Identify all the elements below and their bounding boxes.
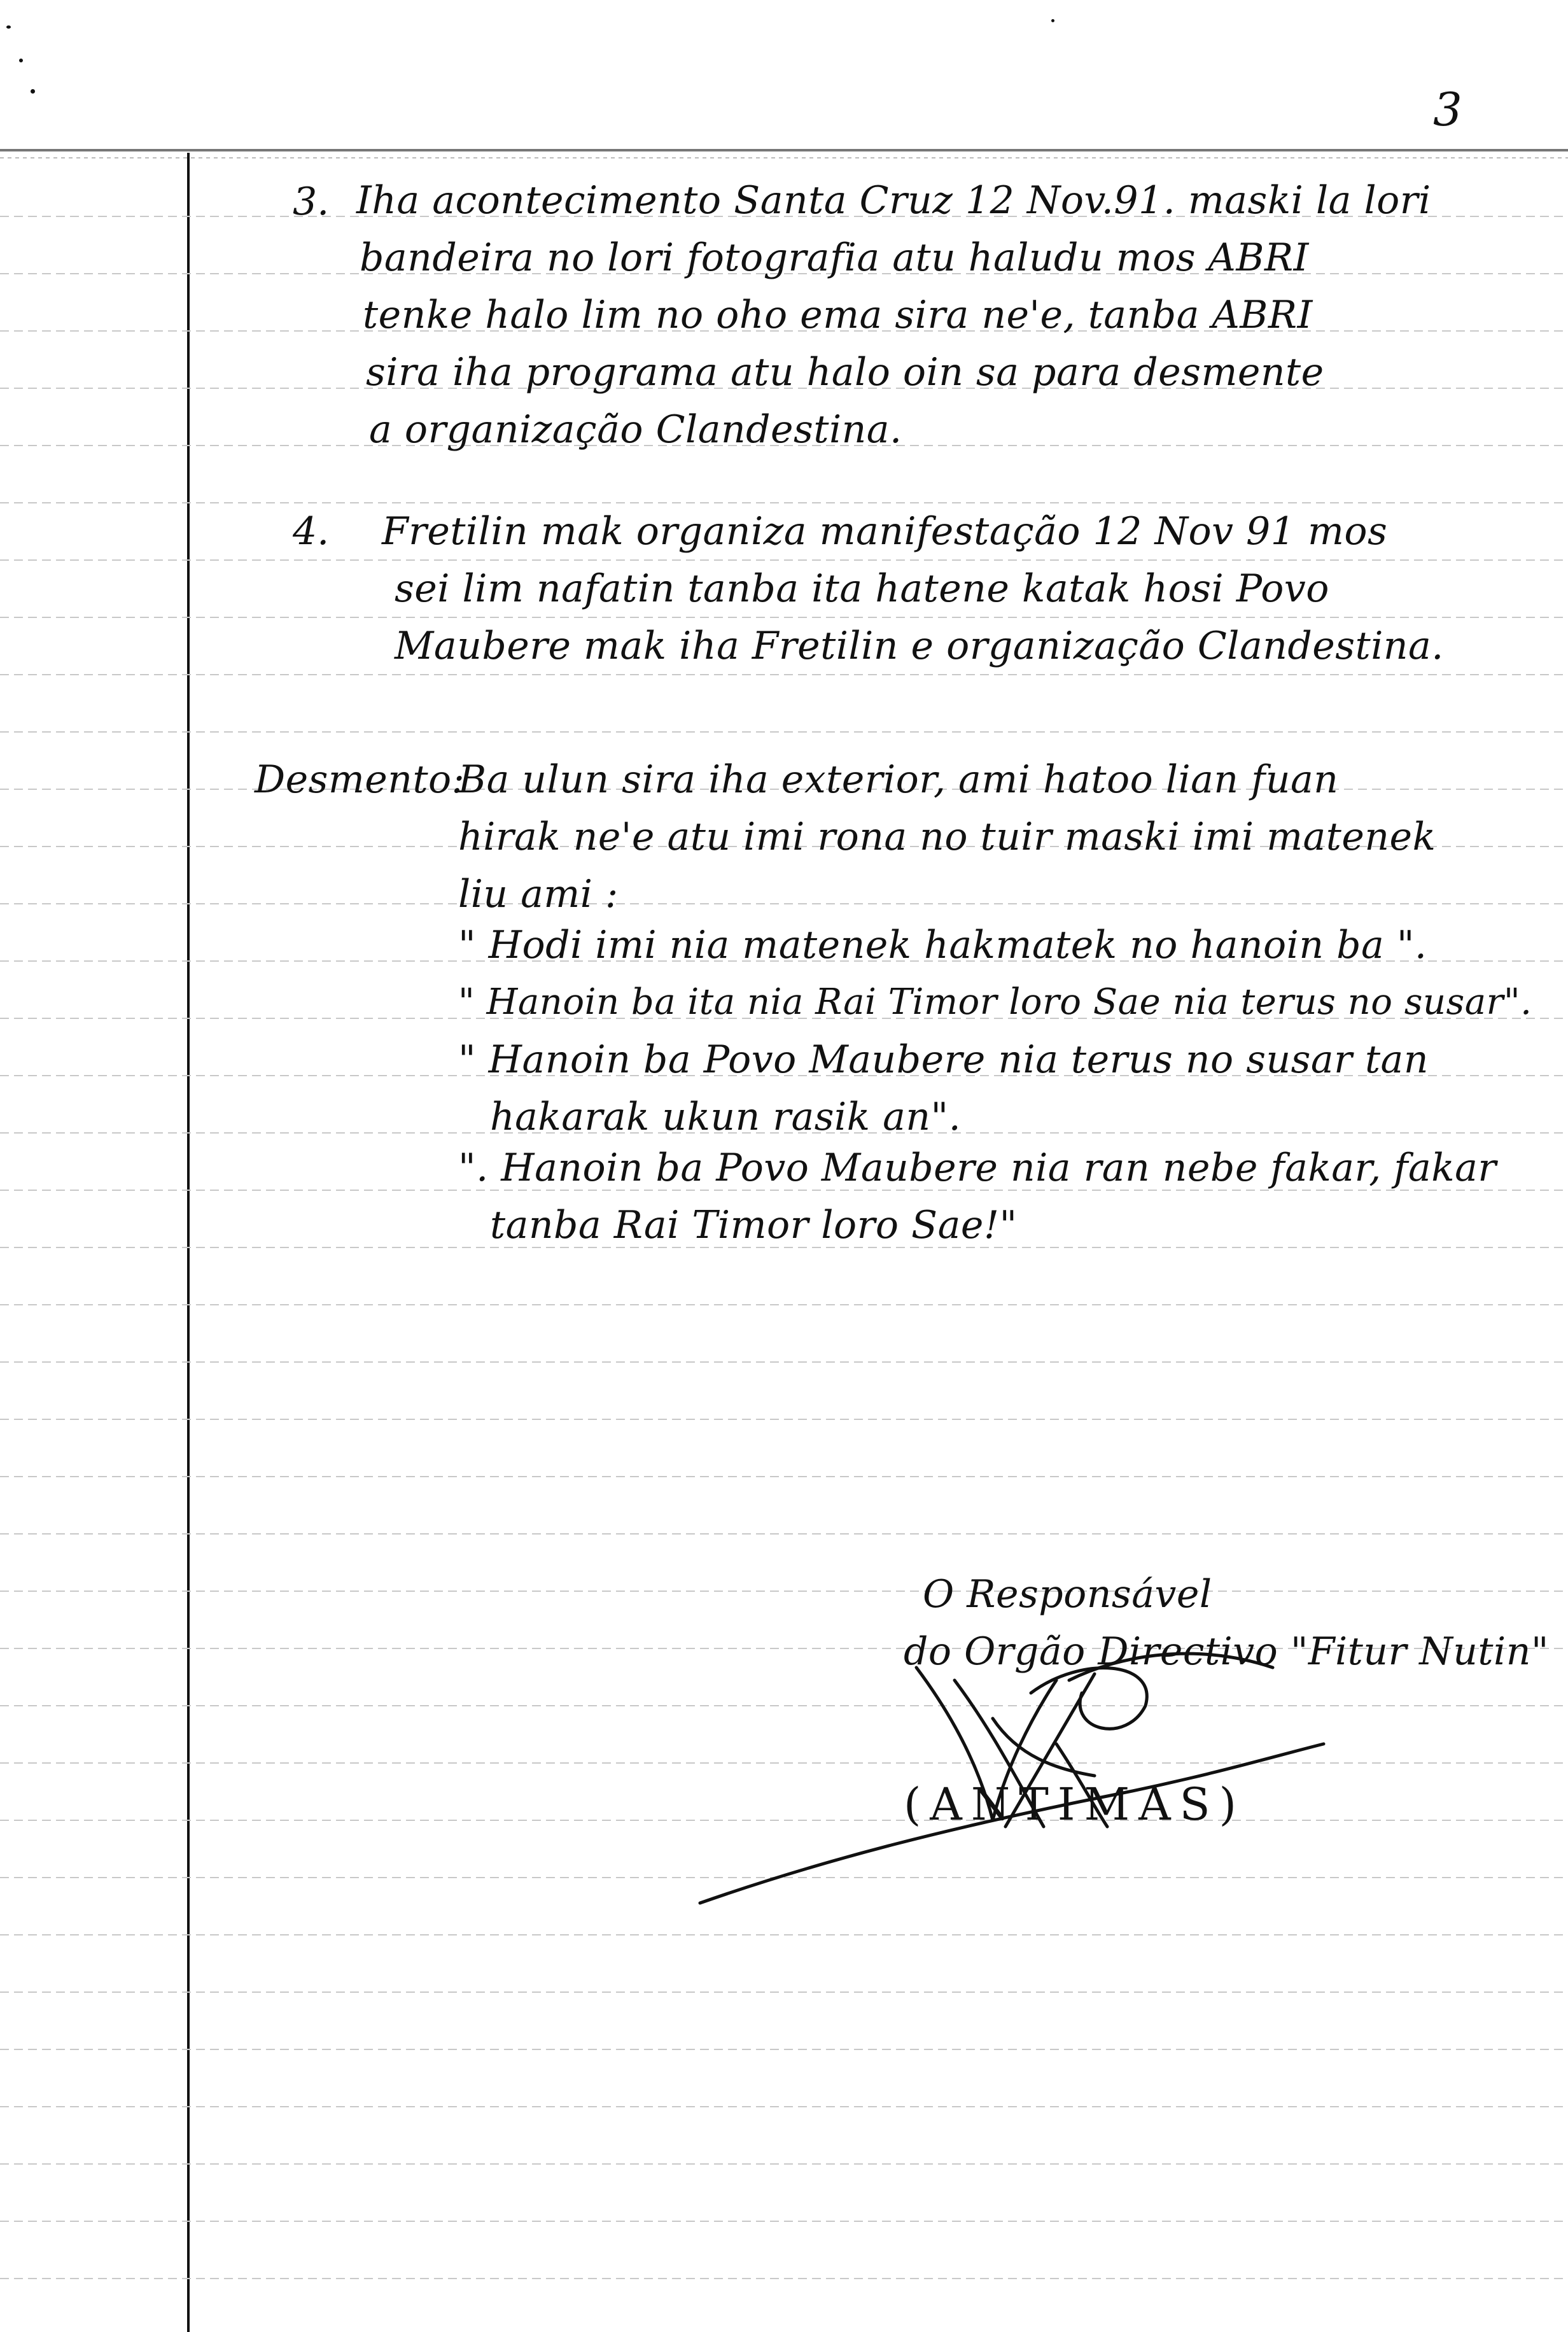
item-line: Maubere mak iha Fretilin e organização Clandestina. [395, 624, 1444, 668]
item-number: 4. [293, 509, 330, 554]
item-line: a organização Clandestina. [369, 407, 902, 452]
paper-speck [31, 89, 35, 94]
paper-speck [6, 25, 11, 29]
quote-line: " Hodi imi nia matenek hakmatek no hanoin ba ". [458, 923, 1427, 967]
quote-line: " Hanoin ba ita nia Rai Timor loro Sae nia terus no susar". [458, 981, 1532, 1023]
item-line: Fretilin mak organiza manifestação 12 Nov 91 mos [382, 509, 1388, 554]
paper-speck [19, 59, 23, 62]
quote-line: tanba Rai Timor loro Sae!" [490, 1203, 1018, 1247]
desmento-line: hirak ne'e atu imi rona no tuir maski imi matenek [458, 815, 1436, 859]
signature-name: (ANTIMAS) [904, 1778, 1245, 1830]
quote-line: " Hanoin ba Povo Maubere nia terus no susar tan [458, 1037, 1429, 1082]
signature-organ: do Orgão Directivo "Fitur Nutin" [904, 1629, 1549, 1674]
paper-speck [1051, 19, 1054, 22]
desmento-label: Desmento: [255, 757, 465, 802]
quote-line: hakarak ukun rasik an". [490, 1095, 962, 1139]
desmento-line: Ba ulun sira iha exterior, ami hatoo lian fuan [458, 757, 1339, 802]
item-line: tenke halo lim no oho ema sira ne'e, tanba ABRI [363, 293, 1313, 337]
quote-line: ". Hanoin ba Povo Maubere nia ran nebe fakar, fakar [458, 1146, 1497, 1190]
signature-title: O Responsável [923, 1572, 1212, 1617]
desmento-line: liu ami : [458, 872, 619, 917]
item-line: sei lim nafatin tanba ita hatene katak hosi Povo [395, 566, 1329, 611]
item-line: Iha acontecimento Santa Cruz 12 Nov.91. maski la lori [356, 178, 1431, 223]
item-line: bandeira no lori fotografia atu haludu mos ABRI [360, 235, 1309, 280]
item-line: sira iha programa atu halo oin sa para desmente [366, 350, 1324, 395]
item-number: 3. [293, 179, 330, 224]
page-number: 3 [1433, 83, 1462, 136]
